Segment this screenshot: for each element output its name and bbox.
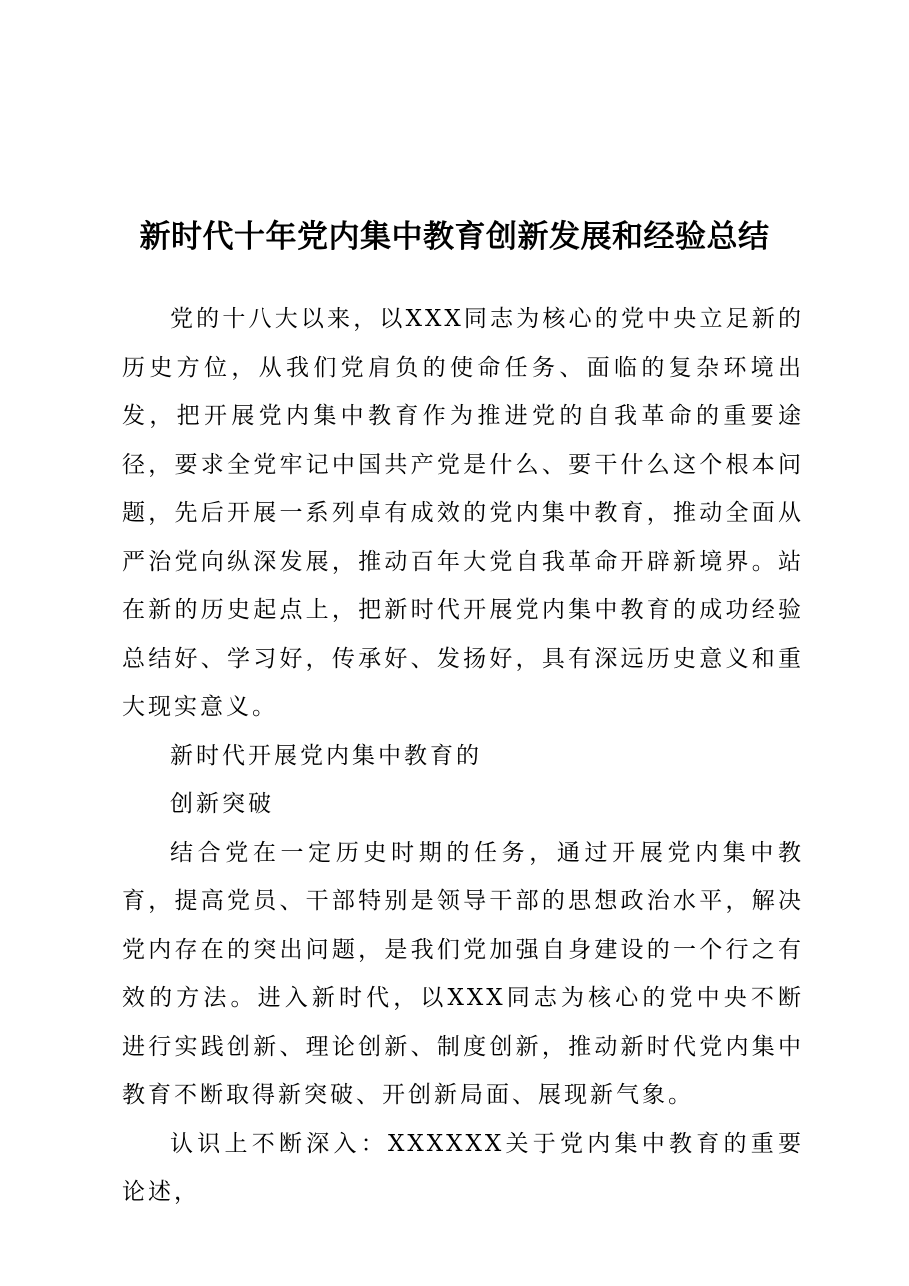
section-heading-line-1: 新时代开展党内集中教育的 (170, 742, 482, 769)
document-body (122, 295, 804, 1217)
document-title: 新时代十年党内集中教育创新发展和经验总结 (139, 218, 770, 255)
paragraph-intro: 党的十八大以来，以XXX同志为核心的党中央立足新的历史方位，从我们党肩负的使命任务、面临的复杂环境出发，把开展党内集中教育作为推进党的自我革命的重要途径，要求全党牢记中国共产党是什么、要干什么这个根本问题，先后开展一系列卓有成效的党内集中教育，推动全面从严治党向纵深发展，推动百年大党自我革命开辟新境界。站在新的历史起点上，把新时代开展党内集中教育的成功经验总结好、学习好，传承好、发扬好，具有深远历史意义和重大现实意义。 (122, 306, 804, 720)
paragraph-context: 结合党在一定历史时期的任务，通过开展党内集中教育，提高党员、干部特别是领导干部的思想政治水平，解决党内存在的突出问题，是我们党加强自身建设的一个行之有效的方法。进入新时代，以XXX同志为核心的党中央不断进行实践创新、理论创新、制度创新，推动新时代党内集中教育不断取得新突破、开创新局面、展现新气象。 (122, 839, 804, 1108)
section-heading-line-2: 创新突破 (170, 791, 274, 817)
paragraph-understanding: 认识上不断深入：XXXXXX关于党内集中教育的重要论述， (122, 1130, 804, 1205)
